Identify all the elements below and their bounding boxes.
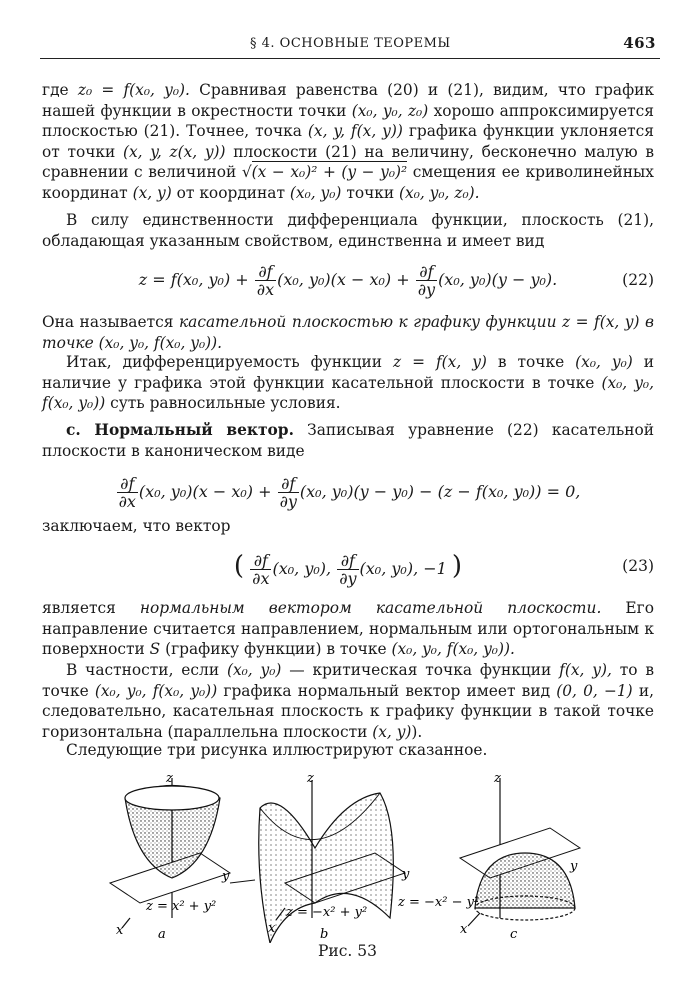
x-axis [468, 913, 480, 926]
frac-num: ∂f [255, 263, 276, 281]
figure-a [110, 771, 255, 942]
text-run: является [42, 599, 140, 617]
axis-z-label: z [166, 771, 173, 786]
axis-y-label: y [222, 869, 230, 884]
eq-term: (x₀, y₀)(x − x₀) + [138, 482, 272, 501]
equation-canonical [42, 470, 654, 514]
equation-number: (22) [622, 271, 654, 289]
paragraph-1: где z₀ = f(x₀, y₀). Сравнивая равенства (20) и (21), видим, что график нашей функции в окрестности точки (x₀, y₀, z₀) хорошо аппроксимируется плоскостью (21). Точнее, точка (x, y, f(x, y)) графика функции уклоняется от точки (x, y, z(x, y)) плоскости (21) на величину, бесконечно малую в сравнении с величиной √(x − x₀)² + (y − y₀)² смещения ее криволинейных координат (x, y) от координат (x₀, y₀) точки (x₀, y₀, z₀). [42, 81, 655, 202]
math-inline: z = f(x, y) [393, 353, 487, 371]
fraction-df-dy [337, 552, 358, 587]
eq-term: z = f(x₀, y₀) + [138, 270, 249, 289]
text-run: В частности, если [66, 661, 227, 679]
math-inline: (x₀, y₀, f(x₀, y₀)) [42, 373, 654, 412]
paragraph-5 [42, 420, 654, 461]
axis-z-label: z [494, 771, 501, 786]
math-inline: S [149, 640, 161, 658]
text-run: Итак, дифференцируемость функции [66, 353, 394, 371]
math-inline: (x₀, y₀, f(x₀, y₀)) [94, 681, 218, 700]
frac-num: ∂f [337, 552, 358, 570]
saddle-surface [259, 793, 394, 943]
fraction-df-dx [255, 263, 276, 298]
text-run: Сравнивая равенства (20) и (21), видим, что график нашей функции в окрестности точки [42, 81, 655, 120]
math-sqrt: (x − x₀)² + (y − y₀)² [251, 163, 408, 181]
formula-c: z = −x² − y² [398, 895, 480, 910]
math-inline: (x₀, y₀, f(x₀, y₀)). [391, 640, 515, 658]
figure-b [259, 771, 410, 943]
emphasis: в точке [42, 313, 654, 352]
text-run: смещения ее криволинейных координат [42, 163, 654, 202]
fraction-df-dx [117, 475, 138, 510]
math-inline: (x, y, z(x, y)) [122, 142, 226, 161]
text-run: точки [341, 183, 400, 202]
figure-caption: Рис. 53 [317, 942, 378, 960]
axis-x-label: x [116, 923, 124, 938]
emphasis: касательной плоскостью к графику функции [178, 313, 557, 331]
paragraph-4 [42, 352, 654, 414]
axis-y-label: y [402, 867, 410, 882]
math-inline: (x₀, y₀, f(x₀, y₀)). [93, 333, 223, 352]
frac-num: ∂f [416, 263, 437, 281]
math-inline: (x₀, y₀, z₀). [399, 183, 480, 202]
running-header [40, 30, 660, 59]
text-run: суть равносильные условия. [105, 394, 341, 412]
paragraph-2: В силу единственности дифференциала функции, плоскость (21), обладающая указанным свойством, единственна и имеет вид [42, 211, 654, 250]
frac-den: ∂y [339, 569, 357, 588]
text-run: Она называется [42, 313, 179, 331]
text-run: ). [411, 722, 423, 741]
math-inline: (x₀, y₀) [226, 661, 282, 679]
text-run: то в точке [42, 661, 654, 700]
text-run: — критическая точка функции [281, 661, 560, 679]
paren-open: ( [233, 551, 245, 581]
axis-y-label: y [570, 859, 578, 874]
text-run: где [42, 81, 78, 99]
text-run: от координат [171, 183, 290, 202]
axis-x-label: x [460, 922, 468, 937]
figure-c [397, 771, 580, 942]
fraction-df-dy [416, 263, 437, 298]
axis-z-label: z [307, 771, 314, 786]
text-run: графика нормальный вектор имеет вид [217, 681, 557, 700]
paragraph-3 [42, 312, 654, 353]
frac-den: ∂x [256, 280, 275, 299]
formula-b: z = −x² + y² [286, 905, 368, 920]
formula-a: z = x² + y² [146, 899, 217, 914]
math-inline: z₀ = f(x₀, y₀). [77, 81, 190, 99]
text-run: Записывая уравнение (22) касательной плоскости в каноническом виде [42, 421, 654, 460]
paragraph-8 [42, 660, 654, 742]
math-inline: (x₀, y₀) [575, 353, 633, 371]
emphasis: нормальным вектором касательной плоскости. [139, 599, 602, 617]
frac-num: ∂f [250, 552, 271, 570]
fraction-df-dy [278, 475, 299, 510]
text-run: графика функции уклоняется от точки [42, 122, 654, 161]
equation-number: (23) [622, 557, 654, 575]
paragraph-9: Следующие три рисунка иллюстрируют сказанное. [66, 741, 488, 759]
fraction-df-dx [250, 552, 271, 587]
paragraph-7 [42, 598, 654, 660]
frac-den: ∂y [417, 280, 436, 299]
paren-close: ) [451, 551, 463, 581]
eq-term: (x₀, y₀)(x − x₀) + [277, 270, 410, 289]
eq-term: (x₀, y₀)(y − y₀) − (z − f(x₀, y₀)) = 0, [299, 482, 581, 501]
equation-23 [42, 544, 654, 588]
math-inline: (0, 0, −1) [556, 681, 633, 700]
text-run: и, следовательно, касательная плоскость к графику функции в такой точке горизонтальна (параллельна плоскости [42, 681, 655, 741]
subsection-heading: c. Нормальный вектор. [66, 421, 294, 439]
frac-num: ∂f [117, 475, 138, 493]
figure-label-a: a [158, 927, 166, 942]
text-run: плоскости (21) на величину, бесконечно малую в сравнении с величиной [42, 142, 654, 181]
frac-den: ∂y [279, 492, 297, 511]
eq-term: (x₀, y₀), −1 [359, 559, 447, 578]
page-number: 463 [623, 34, 656, 52]
math-inline: (x₀, y₀) [289, 183, 342, 202]
text-run: в точке [486, 353, 576, 371]
axis-x-label: x [268, 921, 276, 936]
math-inline: (x, y) [132, 183, 172, 202]
frac-den: ∂x [252, 569, 270, 588]
frac-num: ∂f [278, 475, 299, 493]
math-inline: (x, y) [372, 722, 412, 741]
bowl-rim [125, 786, 219, 810]
eq-term: (x₀, y₀)(y − y₀). [438, 270, 558, 289]
text-run: Его направление считается направлением, нормальным или ортогональным к поверхности [42, 599, 654, 658]
figure-53 [80, 768, 670, 943]
equation-22 [42, 258, 654, 302]
figure-label-c: c [510, 927, 518, 942]
math-inline: z = f(x, y) [556, 313, 646, 331]
math-inline: f(x, y), [559, 661, 612, 679]
text-run: хорошо аппроксимируется плоскостью (21). Точнее, точка [42, 101, 654, 140]
eq-term: (x₀, y₀), [272, 559, 332, 578]
figure-label-b: b [320, 927, 329, 942]
paragraph-6: заключаем, что вектор [42, 517, 231, 535]
section-title: § 4. ОСНОВНЫЕ ТЕОРЕМЫ [250, 36, 451, 51]
text-run: и наличие у графика этой функции касательной плоскости в точке [42, 353, 654, 392]
text-run: (графику функции) в точке [160, 640, 392, 658]
math-inline: (x, y, f(x, y)) [307, 122, 403, 140]
frac-den: ∂x [118, 492, 136, 511]
y-axis [230, 880, 255, 883]
math-inline: (x₀, y₀, z₀) [351, 101, 429, 120]
